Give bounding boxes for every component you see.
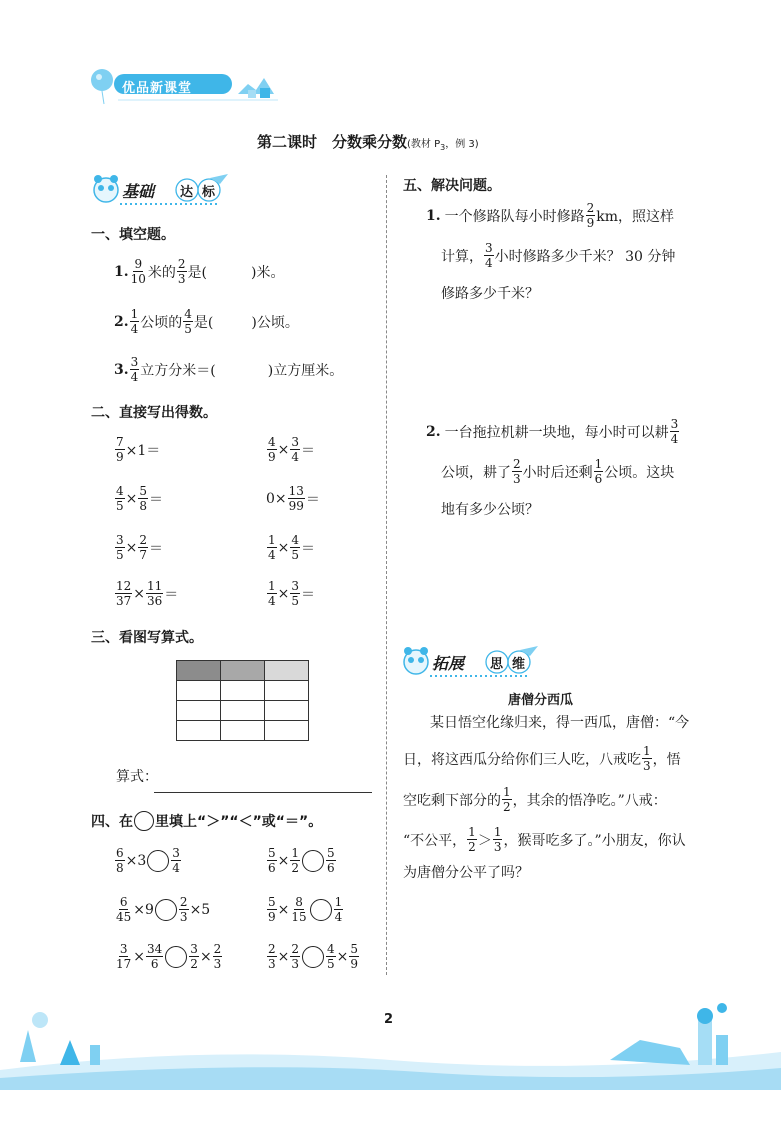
problem-1-line-1: 1. 一个修路队每小时修路 2 9 km，照这样 bbox=[426, 201, 675, 230]
compare-circle[interactable] bbox=[147, 850, 169, 872]
story-line-2: 日，将这西瓜分给你们三人吃，八戒吃 1 3 ，悟 bbox=[403, 744, 681, 773]
calc-item-6: $\frac{1}{4}$ × $\frac{4}{5}$ ＝ bbox=[268, 533, 316, 562]
fraction: 1 4 bbox=[130, 307, 139, 336]
compare-circle[interactable] bbox=[302, 850, 324, 872]
question-text: 米的 bbox=[147, 264, 176, 281]
section-title-picture-formula: 三、看图写算式。 bbox=[91, 630, 203, 646]
compare-item-4: $\frac{5}{9}$ × $\frac{8}{15}$ 1 4 bbox=[268, 895, 343, 924]
calc-item-5: $\frac{3}{5}$ × $\frac{2}{7}$ ＝ bbox=[116, 533, 164, 562]
calc-item-7: $\frac{12}{37}$ × $\frac{11}{36}$ ＝ bbox=[116, 579, 179, 608]
story-line-1: 某日悟空化缘归来，得一西瓜，唐僧：“今 bbox=[430, 715, 690, 731]
compare-item-6: $\frac{2}{3}$ × $\frac{2}{3}$ $\frac{4}{5}$ × $\frac{5}{9}$ bbox=[268, 942, 359, 971]
circle-icon bbox=[134, 811, 154, 831]
story-line-3: 空吃剩下部分的 1 2 ，其余的悟净吃。”八戒： bbox=[403, 785, 667, 814]
badge-text-c: 维 bbox=[512, 657, 526, 672]
badge-text-b: 达 bbox=[180, 185, 194, 200]
fill-question-1 bbox=[114, 258, 284, 285]
question-text: )公顷。 bbox=[251, 314, 299, 331]
problem-2-line-3: 地有多少公顷？ bbox=[441, 502, 539, 518]
basic-practice-badge bbox=[92, 170, 232, 210]
compare-circle[interactable] bbox=[165, 946, 187, 968]
brand-name: 优品新课堂 bbox=[122, 81, 193, 96]
question-number: 3. bbox=[114, 361, 129, 378]
problem-1-line-2: 计算， 3 4 小时修路多少千米？ 30 分钟 bbox=[441, 241, 676, 270]
fraction: 3 4 bbox=[130, 355, 139, 384]
question-text: 公顷的 bbox=[140, 314, 183, 331]
question-text: )米。 bbox=[251, 264, 285, 281]
calc-item-8: $\frac{1}{4}$ × $\frac{3}{5}$ ＝ bbox=[268, 579, 316, 608]
compare-item-2: $\frac{5}{6}$ × $\frac{1}{2}$ 5 6 bbox=[268, 846, 335, 875]
calc-item-4: 0× $\frac{13}{99}$ ＝ bbox=[266, 484, 320, 513]
fill-question-2 bbox=[114, 308, 299, 335]
compare-item-1: $\frac{6}{8}$ ×3 3 4 bbox=[116, 846, 180, 875]
formula-label: 算式： bbox=[116, 769, 158, 785]
fraction: 2 3 bbox=[177, 257, 186, 286]
question-number: 1. bbox=[114, 263, 129, 280]
badge-text-a: 拓展 bbox=[432, 654, 465, 673]
fill-question-3 bbox=[114, 356, 343, 383]
compare-circle[interactable] bbox=[302, 946, 324, 968]
compare-circle[interactable] bbox=[310, 899, 332, 921]
badge-text-c: 标 bbox=[202, 185, 216, 200]
question-text: 立方分米＝( bbox=[140, 362, 216, 379]
question-number: 2. bbox=[114, 313, 129, 330]
compare-item-3: $\frac{6}{45}$ ×9 $\frac{2}{3}$ ×5 bbox=[116, 895, 211, 924]
section-title-solve: 五、解决问题。 bbox=[403, 178, 501, 194]
page-number: 2 bbox=[384, 1012, 394, 1027]
compare-item-5: $\frac{3}{17}$ × $\frac{34}{6}$ $\frac{3}{2}$ × $\frac{2}{3}$ bbox=[116, 942, 222, 971]
page-title bbox=[257, 131, 479, 152]
lesson-title: 第二课时 分数乘分数 bbox=[257, 133, 408, 151]
formula-answer-line[interactable] bbox=[154, 792, 372, 793]
question-text: 是( bbox=[193, 314, 214, 331]
column-divider bbox=[386, 175, 387, 975]
calc-item-2: $\frac{4}{9}$ × $\frac{3}{4}$ ＝ bbox=[268, 435, 316, 464]
question-text: 是( bbox=[187, 264, 208, 281]
problem-2-line-1: 2. 一台拖拉机耕一块地，每小时可以耕 3 4 bbox=[426, 417, 679, 446]
story-line-4: “不公平， 1 2 ＞ 1 3 ，猴哥吃多了。”小朋友，你认 bbox=[403, 825, 686, 854]
problem-2-line-2: 公顷，耕了 2 3 小时后还剩 1 6 公顷。这块 bbox=[441, 457, 675, 486]
story-line-5: 为唐僧分公平了吗？ bbox=[403, 865, 529, 881]
brand-logo bbox=[88, 66, 283, 106]
badge-text-a: 基础 bbox=[122, 182, 155, 201]
calc-item-1: $\frac{7}{9}$ ×1＝ bbox=[116, 435, 161, 464]
section-title-direct-answer: 二、直接写出得数。 bbox=[91, 405, 217, 421]
section-title-fill-blank: 一、填空题。 bbox=[91, 227, 175, 243]
problem-1-line-3: 修路多少千米？ bbox=[441, 286, 539, 302]
calc-item-3: $\frac{4}{5}$ × $\frac{5}{8}$ ＝ bbox=[116, 484, 164, 513]
fraction-grid-figure bbox=[176, 660, 309, 741]
story-title: 唐僧分西瓜 bbox=[508, 693, 574, 708]
fraction: 9 10 bbox=[130, 257, 146, 286]
fraction: 4 5 bbox=[184, 307, 192, 336]
textbook-ref: (教材 $P_3$，例 3) bbox=[407, 139, 479, 152]
extension-thinking-badge bbox=[402, 642, 542, 682]
compare-circle[interactable] bbox=[155, 899, 177, 921]
question-text: )立方厘米。 bbox=[267, 362, 344, 379]
section-title-compare: 四、在 里填上“＞”“＜”或“＝”。 bbox=[91, 811, 322, 831]
badge-text-b: 思 bbox=[490, 657, 504, 672]
footer-decoration bbox=[0, 990, 781, 1090]
